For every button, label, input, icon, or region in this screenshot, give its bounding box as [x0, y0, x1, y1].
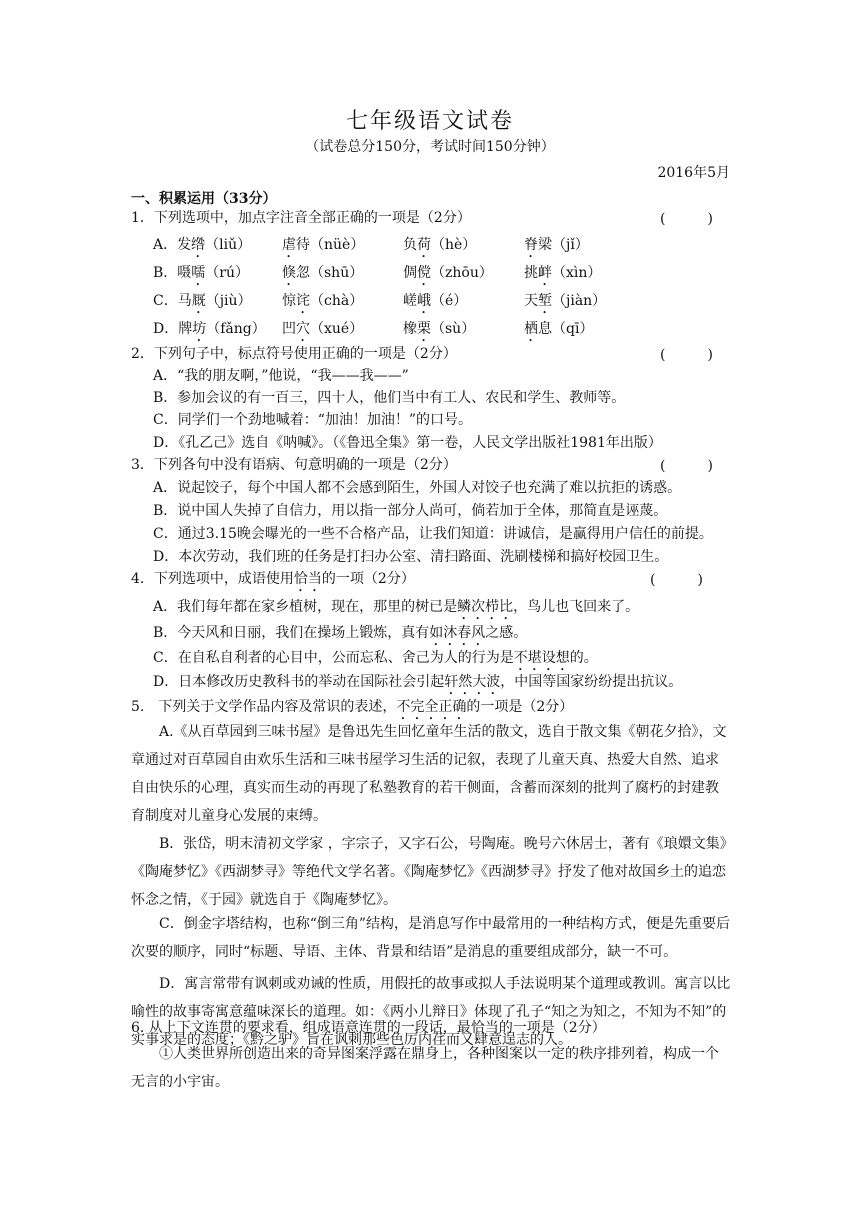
exam-date: 2016年5月: [657, 165, 730, 181]
q3-option-b: B．说中国人失掉了自信力，用以指一部分人尚可，倘若加于全体，那简直是诬蔑。: [153, 503, 668, 519]
q5-option-d: D．寓言常带有讽刺或劝诫的性质，用假托的故事或拟人手法说明某个道理或教训。寓言以比喻性的故事寄寓意蕴味深长的道理。如：《两小儿辩日》体现了孔子“知之为知之，不知为不知”的实事求是的态度；《黔之驴》旨在讽刺那些色厉内荏而又肆意逞志的人。: [131, 976, 731, 1048]
q4-option-d: D．日本修改历史教科书的举动在国际社会引起轩然大波，中国等国家纷纷提出抗议。: [153, 674, 683, 690]
q6-sentence-1: ①人类世界所创造出来的奇异图案浮露在鼎身上，各种图案以一定的秩序排列着，构成一个无言的小宇宙。: [131, 1046, 719, 1090]
q2-stem: 2．下列句子中，标点符号使用正确的一项是（2分）: [131, 346, 457, 362]
q4-option-a: A．我们每年都在家乡植树，现在，那里的树已是鳞次栉比，鸟儿也飞回来了。: [153, 599, 640, 615]
q1-answer-paren: ( ): [660, 211, 713, 227]
q5-option-c: C．倒金字塔结构，也称“倒三角”结构，是消息写作中最常用的一种结构方式，便是先重要后次要的顺序，同时“标题、导语、主体、背景和结语”是消息的重要组成部分，缺一不可。: [131, 916, 731, 960]
q1-c-4: 天堑（jiàn）: [524, 293, 607, 309]
q1-d-2: 凹穴（xué）: [282, 321, 364, 337]
q1-c-2: 惊诧（chà）: [282, 293, 364, 309]
q2-option-b: B．参加会议的有一百三，四十人，他们当中有工人、农民和学生、教师等。: [153, 390, 626, 406]
q1-d-1: D．牌坊（fǎng）: [153, 321, 266, 337]
q5-stem: 5. 下列关于文学作品内容及常识的表述，不完全正确的一项是（2分）: [131, 699, 574, 715]
q3-option-c: C．通过3.15晚会曝光的一些不合格产品，让我们知道：讲诚信，是赢得用户信任的前提。: [153, 526, 713, 542]
q1-a-3: 负荷（hè）: [403, 237, 477, 253]
q1-d-3: 橡栗（sù）: [403, 321, 476, 337]
q5-option-b: B．张岱，明末清初文学家 ，字宗子，又字石公，号陶庵。晚号六休居士，著有《琅嬛文集》《陶庵梦忆》《西湖梦寻》等绝代文学名著。《陶庵梦忆》《西湖梦寻》抒发了他对故国乡土的追恋怀念之情，《于园》就选自于《陶庵梦忆》。: [131, 836, 727, 908]
q4-answer-paren: ( ): [650, 572, 703, 588]
q1-b-4: 挑衅（xìn）: [524, 265, 602, 281]
exam-subtitle: （试卷总分150分，考试时间150分钟）: [305, 139, 555, 155]
q4-option-c: C．在自私自利者的心目中，公而忘私、舍己为人的行为是不堪设想的。: [153, 650, 598, 666]
q1-d-4: 栖息（qī）: [524, 321, 594, 337]
q1-b-2: 倏忽（shū）: [282, 265, 364, 281]
q6-stem: 6. 从上下文连贯的要求看，组成语意连贯的一段话，最恰当的一项是（2分）: [131, 1020, 606, 1036]
q4-stem: 4．下列选项中，成语使用恰当的一项（2分）: [131, 571, 415, 587]
q5-option-a: A.《从百草园到三味书屋》是鲁迅先生回忆童年生活的散文，选自于散文集《朝花夕拾》，文章通过对百草园自由欢乐生活和三味书屋学习生活的记叙，表现了儿童天真、热爱大自然、追求自由快乐的心理，真实而生动的再现了私塾教育的若干侧面，含蓄而深刻的批判了腐朽的封建教育制度对儿童身心发展的束缚。: [131, 724, 727, 824]
q1-stem: 1．下列选项中，加点字注音全部正确的一项是（2分）: [131, 210, 471, 226]
q1-b-1: B．嗫嚅（rú）: [153, 265, 250, 281]
q2-option-a: A．“我的朋友啊，”他说，“我——我——”: [153, 368, 409, 384]
q1-a-2: 虐待（nüè）: [282, 237, 365, 253]
q2-option-d: D．《孔乙己》选自《呐喊》。（《鲁迅全集》第一卷，人民文学出版社1981年出版）: [153, 435, 662, 451]
q4-option-b: B．今天风和日丽，我们在操场上锻炼，真有如沐春风之感。: [153, 625, 528, 641]
q2-answer-paren: ( ): [660, 347, 713, 363]
q1-b-3: 倜傥（zhōu）: [403, 265, 493, 281]
q3-option-d: D．本次劳动，我们班的任务是打扫办公室、清扫路面、洗刷楼梯和搞好校园卫生。: [153, 549, 669, 565]
q3-stem: 3．下列各句中没有语病、句意明确的一项是（2分）: [131, 457, 457, 473]
q1-a-1: A．发绺（liǔ）: [153, 237, 252, 253]
q1-a-4: 脊梁（jǐ）: [524, 237, 589, 253]
q3-option-a: A．说起饺子，每个中国人都不会感到陌生，外国人对饺子也充满了难以抗拒的诱惑。: [153, 480, 682, 496]
q2-option-c: C．同学们一个劲地喊着：“加油！加油！”的口号。: [153, 412, 473, 428]
section-heading: 一、积累运用（33分）: [131, 191, 277, 207]
q1-c-1: C．马厩（jiù）: [153, 293, 252, 309]
exam-title: 七年级语文试卷: [345, 109, 514, 134]
q3-answer-paren: ( ): [660, 458, 713, 474]
q1-c-3: 嵯峨（é）: [403, 293, 468, 309]
